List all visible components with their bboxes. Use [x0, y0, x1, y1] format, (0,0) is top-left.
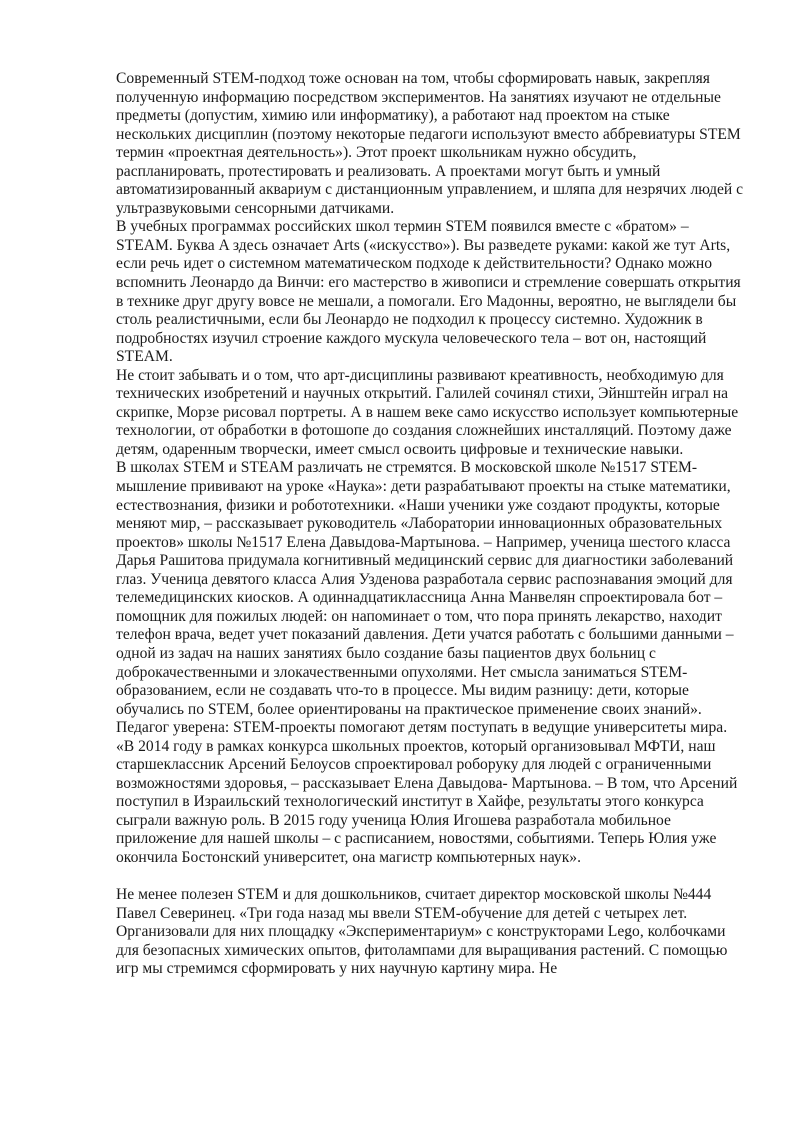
paragraph-school-1517: В школах STEM и STEAM различать не стремятся. В московской школе №1517 STEM-мышление прививают на уроке «Наука»: дети разрабатывают проекты на стыке математики, естествознания, физики и робототехники. «Наши ученики уже создают продукты, которые меняют мир, – рассказывает руководитель «Лаборатории инновационных образовательных проектов» школы №1517 Елена Давыдова-Мартынова. – Например, ученица шестого класса Дарья Рашитова придумала когнитивный медицинский сервис для диагностики заболеваний глаз. Ученица девятого класса Алия Узденова разработала сервис распознавания эмоций для телемедицинских киосков. А одиннадцатиклассница Анна Манвелян спроектировала бот – помощник для пожилых людей: он напоминает о том, что пора принять лекарство, находит телефон врача, ведет учет показаний давления. Дети учатся работать с большими данными – одной из задач на наших занятиях было создание базы пациентов двух больниц с доброкачественными и злокачественными опухолями. Нет смысла заниматься STEM-образованием, если не создавать что-то в процессе. Мы видим разницу: дети, которые обучались по STEM, более ориентированы на практическое применение своих знаний». — [116, 459, 734, 718]
paragraph-stem-approach: Современный STEM-подход тоже основан на том, чтобы сформировать навык, закрепляя полученную информацию посредством экспериментов. На занятиях изучают не отдельные предметы (допустим, химию или информатику), а работают над проектом на стыке нескольких дисциплин (поэтому некоторые педагоги используют вместо аббревиатуры STEM термин «проектная деятельность»). Этот проект школьникам нужно обсудить, распланировать, протестировать и реализовать. А проектами могут быть и умный автоматизированный аквариум с дистанционным управлением, и шляпа для незрячих людей с ультразвуковыми сенсорными датчиками. — [116, 70, 744, 217]
paragraph-preschoolers: Не менее полезен STEM и для дошкольников, считает директор московской школы №444 Павел Северинец. «Три года назад мы ввели STEM-обучение для детей с четырех лет. Организовали для них площадку «Экспериментариум» с конструкторами Lego, колбочками для безопасных химических опытов, фитолампами для выращивания растений. С помощью игр мы стремимся сформировать у них научную картину мира. Не — [116, 886, 728, 978]
paragraph-creativity: Не стоит забывать и о том, что арт-дисциплины развивают креативность, необходимую для технических изобретений и научных открытий. Галилей сочинял стихи, Эйнштейн играл на скрипке, Морзе рисовал портреты. А в нашем веке само искусство использует компьютерные технологии, от обработки в фотошопе до создания сложнейших инсталляций. Поэтому даже детям, одаренным творчески, имеет смысл освоить цифровые и технические навыки. — [116, 366, 739, 458]
paragraph-steam-arts: В учебных программах российских школ термин STEM появился вместе с «братом» – STEAM. Буква A здесь означает Arts («искусство»). Вы разведете руками: какой же тут Arts, если речь идет о системном математическом подходе к действительности? Однако можно вспомнить Леонардо да Винчи: его мастерство в живописи и стремление совершать открытия в технике друг другу вовсе не мешали, а помогали. Его Мадонны, вероятно, не выглядели бы столь реалистичными, если бы Леонардо не подходил к процессу системно. Художник в подробностях изучил строение каждого мускула человеческого тела – вот он, настоящий STEAM. — [116, 218, 741, 366]
document-body — [116, 70, 744, 979]
paragraph-universities: Педагог уверена: STEM-проекты помогают детям поступать в ведущие университеты мира. «В 2014 году в рамках конкурса школьных проектов, который организовывал МФТИ, наш старшеклассник Арсений Белоусов спроектировал роборуку для людей с ограниченными возможностями здоровья, – рассказывает Елена Давыдова- Мартынова. – В том, что Арсений поступил в Израильский технологический институт в Хайфе, результаты этого конкурса сыграли важную роль. В 2015 году ученица Юлия Игошева разработала мобильное приложение для нашей школы – с расписанием, новостями, событиями. Теперь Юлия уже окончила Бостонский университет, она магистр компьютерных наук». — [116, 719, 738, 866]
paragraph-spacer — [116, 868, 744, 887]
